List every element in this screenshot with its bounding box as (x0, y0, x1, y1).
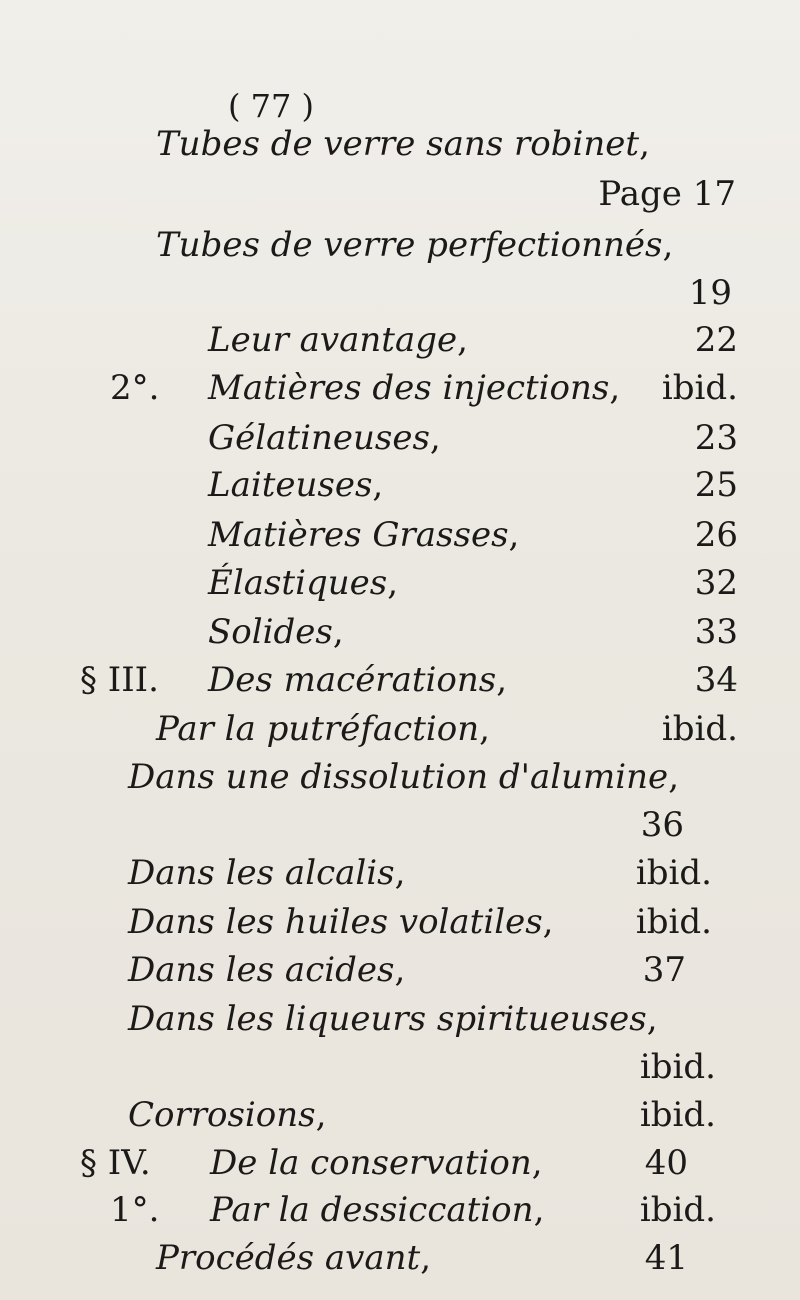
entry-page: ibid. (639, 1190, 716, 1231)
entry-prefix: § III. (80, 659, 159, 700)
entry-page: 32 (694, 562, 738, 603)
entry-page: 40 (644, 1142, 688, 1183)
entry-punct: , (646, 999, 658, 1040)
entry-title: Dans une dissolution d'alumine (128, 757, 669, 798)
entry-title: Tubes de verre perfectionnés (156, 224, 663, 265)
entry-punct: , (533, 1190, 545, 1231)
toc-entry (208, 465, 383, 505)
entry-title: Matières Grasses (208, 514, 509, 555)
entry-page: 33 (694, 612, 738, 653)
entry-prefix: § IV. (80, 1142, 151, 1183)
entry-page: ibid. (639, 1094, 716, 1135)
entry-punct: , (508, 514, 520, 555)
entry-page: 36 (640, 804, 684, 845)
entry-title: Élastiques (208, 562, 388, 603)
entry-page: ibid. (661, 368, 738, 409)
entry-punct: , (609, 368, 621, 409)
toc-entry (208, 515, 519, 555)
entry-title: Procédés avant (156, 1238, 421, 1278)
entry-prefix: 1°. (110, 1190, 160, 1231)
entry-punct: , (387, 562, 398, 603)
entry-page: 19 (688, 272, 732, 313)
entry-punct: , (315, 1094, 327, 1135)
entry-title: Dans les liqueurs spiritueuses (128, 999, 647, 1040)
entry-page: 22 (694, 320, 738, 361)
entry-title: Dans les acides (128, 949, 395, 990)
entry-title: Corrosions (128, 1094, 316, 1135)
entry-page: ibid. (639, 1047, 716, 1088)
entry-page: 25 (694, 465, 738, 506)
entry-page: 37 (642, 949, 686, 990)
entry-punct: , (531, 1142, 543, 1183)
toc-entry (128, 757, 679, 797)
entry-punct: , (496, 659, 507, 700)
entry-punct: , (420, 1238, 432, 1278)
entry-punct: , (394, 949, 406, 990)
entry-punct: , (394, 852, 406, 893)
entry-title: Matières des injections (208, 368, 610, 409)
toc-entry (208, 320, 468, 360)
entry-title: Leur avantage (208, 320, 458, 361)
entry-title: Par la dessiccation (210, 1190, 534, 1231)
toc-entry (128, 902, 553, 942)
toc-entry (208, 368, 620, 408)
entry-title: Dans les alcalis (128, 852, 395, 893)
entry-title: Solides (208, 612, 333, 653)
page-number: ( 77 ) (228, 87, 315, 125)
toc-entry (208, 660, 507, 700)
entry-title: Gélatineuses (208, 417, 430, 458)
toc-entry (156, 225, 673, 265)
entry-punct: , (542, 902, 554, 943)
entry-page: Page 17 (598, 173, 736, 214)
entry-punct: , (457, 320, 468, 361)
entry-title: De la conservation (210, 1142, 532, 1183)
toc-entry (156, 124, 650, 164)
toc-entry (128, 853, 405, 893)
toc-entry (208, 563, 398, 603)
entry-title: Des macérations (208, 659, 497, 700)
entry-punct: , (639, 124, 650, 164)
toc-entry (208, 612, 344, 652)
entry-punct: , (372, 465, 384, 506)
toc-entry (128, 950, 405, 990)
entry-title: Dans les huiles volatiles (128, 902, 543, 943)
toc-entry (156, 709, 490, 749)
entry-page: ibid. (661, 709, 738, 750)
entry-title: Tubes de verre sans robinet (156, 124, 640, 164)
entry-punct: , (332, 612, 344, 653)
entry-page: ibid. (635, 902, 712, 943)
entry-page: 26 (694, 514, 738, 555)
entry-title: Laiteuses (208, 465, 373, 506)
entry-punct: , (662, 224, 674, 265)
entry-page: 34 (694, 659, 738, 700)
entry-page: 23 (694, 417, 738, 458)
entry-page: ibid. (635, 852, 712, 893)
entry-page: 41 (644, 1238, 688, 1278)
toc-entry (208, 418, 441, 458)
entry-title: Par la putréfaction (156, 709, 480, 750)
toc-entry (210, 1143, 543, 1183)
toc-entry (210, 1190, 544, 1230)
toc-entry (156, 1238, 431, 1278)
toc-entry (128, 999, 658, 1039)
entry-punct: , (668, 757, 679, 798)
entry-punct: , (479, 709, 490, 750)
toc-entry (128, 1095, 326, 1135)
entry-prefix: 2°. (110, 368, 160, 409)
entry-punct: , (429, 417, 441, 458)
